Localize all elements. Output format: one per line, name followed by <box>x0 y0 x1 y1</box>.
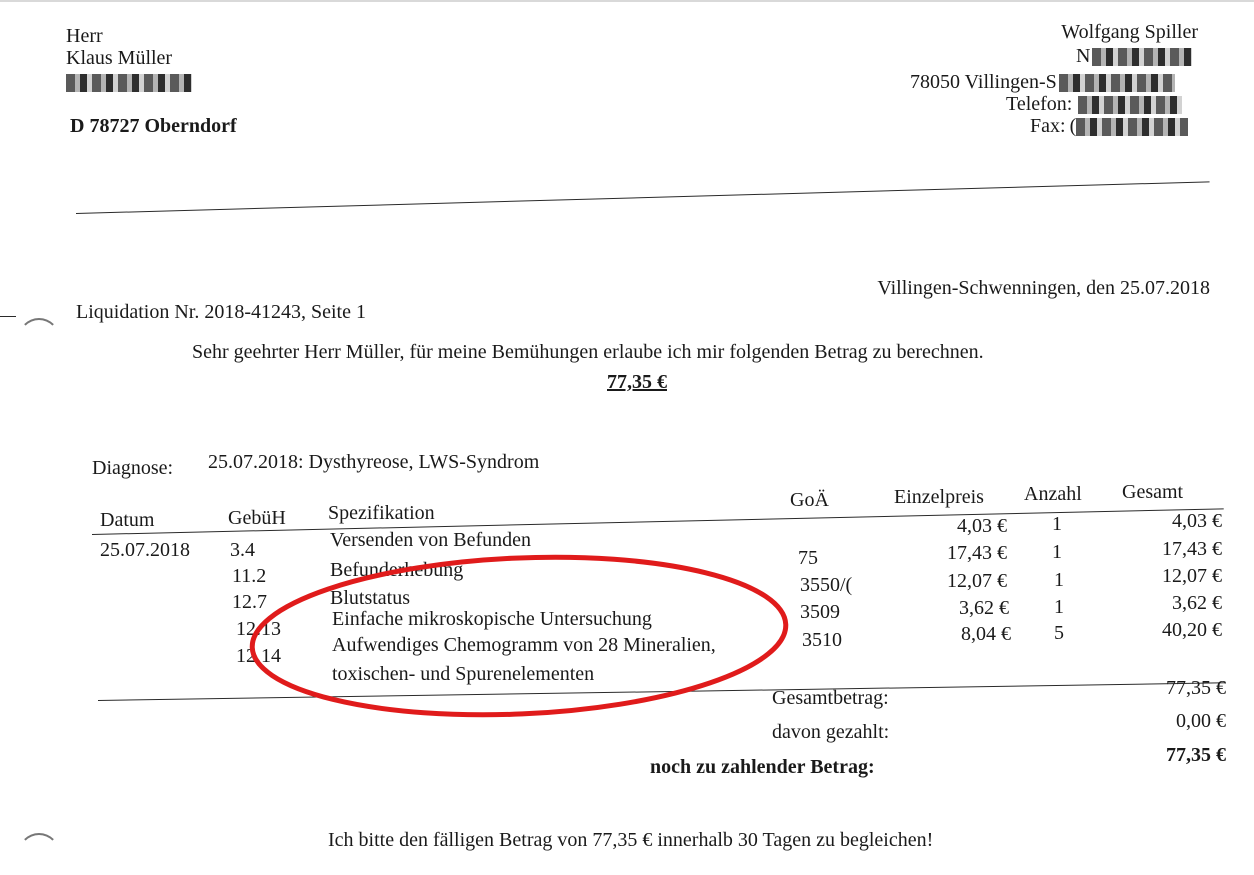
paid-value: 0,00 € <box>1176 710 1226 732</box>
header-divider <box>76 181 1210 214</box>
header-datum: Datum <box>100 509 155 531</box>
gebueh-code: 3.4 <box>230 539 255 561</box>
quantity: 1 <box>1052 541 1062 563</box>
header-einzelpreis: Einzelpreis <box>894 486 984 508</box>
due-value: 77,35 € <box>1166 744 1226 766</box>
greeting: Sehr geehrter Herr Müller, für meine Bemühungen erlaube ich mir folgenden Betrag zu berechnen. <box>192 341 984 363</box>
gebueh-code: 12.13 <box>236 618 281 640</box>
punch-hole <box>18 318 60 360</box>
sender-fax <box>1030 116 1188 137</box>
invoice-number: Liquidation Nr. 2018-41243, Seite 1 <box>76 301 366 323</box>
quantity: 1 <box>1054 569 1064 591</box>
gebueh-code: 12.7 <box>232 591 267 613</box>
goae-code: 3510 <box>802 629 842 651</box>
scan-top-edge <box>0 0 1254 2</box>
sender-name: Wolfgang Spiller <box>1061 21 1198 43</box>
recipient-street-redacted <box>66 72 192 93</box>
sender-city <box>910 72 1175 93</box>
sender-fax-label: Fax: <box>1030 115 1066 137</box>
quantity: 5 <box>1054 622 1064 644</box>
recipient-city: D 78727 Oberndorf <box>70 115 237 137</box>
header-goae: GoÄ <box>790 489 829 511</box>
spec-item: Befunderhebung <box>330 559 464 581</box>
payment-request: Ich bitte den fälligen Betrag von 77,35 € innerhalb 30 Tagen zu begleichen! <box>328 829 934 851</box>
sender-phone <box>1006 94 1182 115</box>
sender-street <box>1076 46 1192 67</box>
spec-item: Blutstatus <box>330 587 411 609</box>
header-gebueh: GebüH <box>228 507 286 529</box>
total-label: Gesamtbetrag: <box>772 687 889 709</box>
line-total: 4,03 € <box>1172 510 1222 532</box>
unit-price: 3,62 € <box>959 597 1009 619</box>
line-total: 12,07 € <box>1162 565 1222 587</box>
goae-code: 3509 <box>800 601 840 623</box>
due-label: noch zu zahlender Betrag: <box>650 756 875 778</box>
line-total: 40,20 € <box>1162 619 1222 641</box>
recipient-name: Klaus Müller <box>66 47 173 69</box>
unit-price: 8,04 € <box>961 623 1011 645</box>
total-value: 77,35 € <box>1166 677 1226 699</box>
goae-code: 3550/( <box>800 574 853 596</box>
diagnosis-text: 25.07.2018: Dysthyreose, LWS-Syndrom <box>208 451 540 473</box>
line-total: 3,62 € <box>1172 592 1222 614</box>
paid-label: davon gezahlt: <box>772 721 890 743</box>
goae-code: 75 <box>798 547 818 569</box>
row-date: 25.07.2018 <box>100 539 190 561</box>
spec-item: toxischen- und Spurenelementen <box>332 663 595 685</box>
sender-fax-prefix: ( <box>1069 115 1077 137</box>
line-total: 17,43 € <box>1162 538 1222 560</box>
diagnosis-label: Diagnose: <box>92 457 174 479</box>
gebueh-code: 11.2 <box>232 565 267 587</box>
spec-item: Einfache mikroskopische Untersuchung <box>332 608 652 630</box>
quantity: 1 <box>1052 513 1062 535</box>
unit-price: 17,43 € <box>947 542 1007 564</box>
header-gesamt: Gesamt <box>1122 481 1184 503</box>
sender-phone-label: Telefon: <box>1006 93 1073 115</box>
recipient-salutation: Herr <box>66 25 103 47</box>
place-date: Villingen-Schwenningen, den 25.07.2018 <box>877 277 1210 299</box>
spec-item: Aufwendiges Chemogramm von 28 Mineralien, <box>332 634 716 656</box>
fold-mark <box>0 316 16 317</box>
gebueh-code: 12.14 <box>236 645 281 667</box>
invoice-amount: 77,35 € <box>607 371 667 393</box>
header-anzahl: Anzahl <box>1024 483 1082 505</box>
punch-hole <box>18 833 60 875</box>
sender-city-prefix: 78050 Villingen-S <box>910 71 1057 93</box>
spec-item: Versenden von Befunden <box>330 529 532 551</box>
unit-price: 12,07 € <box>947 570 1007 592</box>
quantity: 1 <box>1054 596 1064 618</box>
header-spezifikation: Spezifikation <box>328 502 435 524</box>
table-bottom-rule <box>98 682 1226 701</box>
unit-price: 4,03 € <box>957 515 1007 537</box>
sender-street-prefix: N <box>1076 45 1091 67</box>
